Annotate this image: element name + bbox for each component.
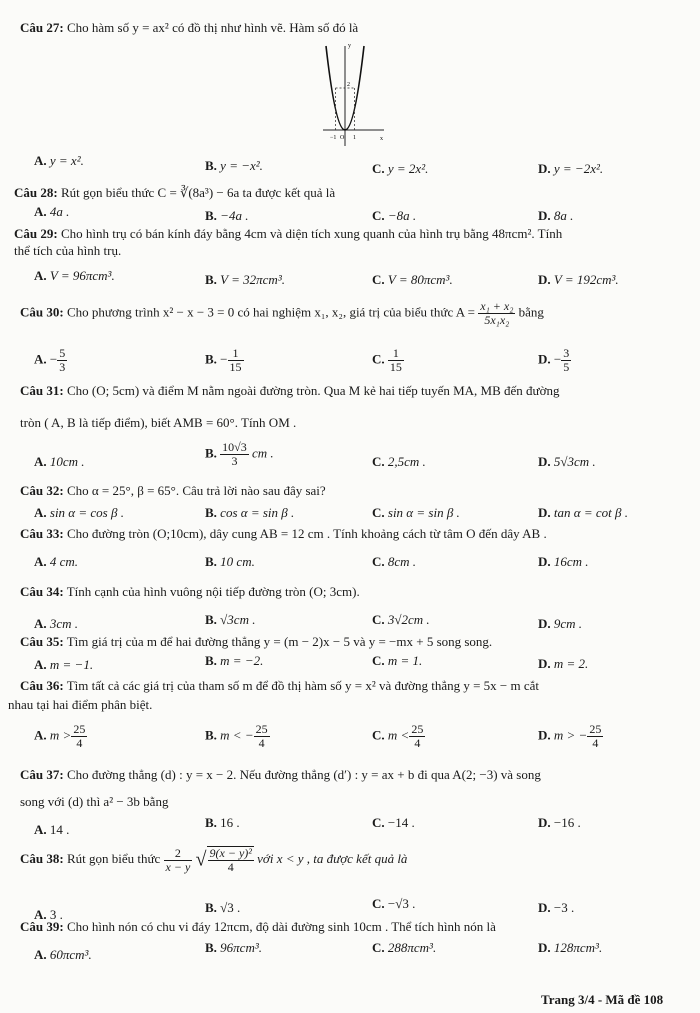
option-d: D. m > − $\frac{25}{4}$ [538, 722, 602, 751]
question-text-cont: nhau tại hai điểm phân biệt. [8, 697, 153, 712]
question-33: Câu 33: Cho đường tròn (O;10cm), dây cung AB = 12 cm . Tính khoảng cách từ tâm O đến dây AB . [20, 526, 547, 541]
option-d: D. 128πcm³. [538, 940, 603, 955]
option-d: D. − $\frac{3}{5}$ [538, 346, 570, 375]
question-28: Câu 28: Rút gọn biểu thức C = ∛(8a³) − 6a ta được kết quả là [14, 185, 336, 200]
parabola-graph [320, 42, 386, 152]
question-text: Tìm tất cả các giá trị của tham số m để đồ thị hàm số y = x² và đường thẳng y = 5x − m cắt [66, 678, 540, 693]
option-d: D. 9cm . [538, 616, 583, 631]
option-a: A. − $\frac{5}{3}$ [34, 346, 66, 375]
question-36: Câu 36: Tìm tất cả các giá trị của tham số m để đồ thị hàm số y = x² và đường thẳng y = 5x − m cắt [20, 678, 540, 693]
option-d: D. −16 . [538, 815, 581, 830]
option-c: C. V = 80πcm³. [372, 272, 453, 287]
question-text-cont: thể tích của hình trụ. [14, 243, 122, 258]
option-c: C. 8cm . [372, 554, 417, 569]
option-c: C. −√3 . [372, 896, 416, 911]
question-text-cont: song với (d) thì a² − 3b bằng [20, 794, 169, 809]
question-27 [20, 20, 358, 36]
question-text: Cho hàm số y = ax² có đồ thị như hình vẽ. Hàm số đó là [66, 20, 359, 35]
option-a: A. 3 . [34, 907, 63, 922]
option-b: B. − $\frac{1}{15}$ [205, 346, 242, 375]
option-b: B. −4a . [205, 208, 249, 223]
option-b: B. 10 cm. [205, 554, 255, 569]
x-axis-label: x [380, 136, 383, 142]
radical: $\frac{\text{9(x − y)²}}{4}$ [207, 846, 254, 874]
option-a: A. m = −1. [34, 657, 94, 672]
option-a: A. 60πcm³. [34, 947, 92, 962]
question-text: Cho α = 25°, β = 65°. Câu trả lời nào sau đây sai? [66, 483, 326, 498]
option-c: C. 3√2cm . [372, 612, 430, 627]
question-text-cont: tròn ( A, B là tiếp điểm), biết AMB = 60°. Tính OM . [20, 415, 297, 430]
question-39: Câu 39: Cho hình nón có chu vi đáy 12πcm, độ dài đường sinh 10cm . Thể tích hình nón là [20, 919, 496, 934]
option-d: D. V = 192cm³. [538, 272, 619, 287]
option-a: A. 14 . [34, 822, 70, 837]
option-b: B. y = −x². [205, 158, 263, 173]
tick-label: O [340, 135, 345, 141]
option-d: D. tan α = cot β . [538, 505, 628, 520]
question-text: Cho hình trụ có bán kính đáy bằng 4cm và diện tích xung quanh của hình trụ bằng 48πcm². Tính [60, 226, 563, 241]
question-34: Câu 34: Tính cạnh của hình vuông nội tiếp đường tròn (O; 3cm). [20, 584, 360, 599]
option-c: C. −8a . [372, 208, 417, 223]
option-d: D. y = −2x². [538, 161, 604, 176]
question-29: Câu 29: Cho hình trụ có bán kính đáy bằng 4cm và diện tích xung quanh của hình trụ bằng 48πcm². Tính [14, 226, 563, 241]
option-a: A. y = x². [34, 153, 84, 168]
option-b: B. $\frac{10√3}{3}$ cm . [205, 440, 274, 469]
option-a: A. 10cm . [34, 454, 85, 469]
option-d: D. −3 . [538, 900, 575, 915]
tick-label: 2 [347, 82, 350, 88]
question-text: Tìm giá trị của m để hai đường thẳng y = (m − 2)x − 5 và y = −mx + 5 song song. [66, 634, 493, 649]
question-38: Câu 38: Rút gọn biểu thức $\frac{2}{x - y}$ √ $\frac{\text{9(x − y)²}}{4}$ với x < y , ta được kết quả là [20, 845, 408, 875]
option-b: B. √3cm . [205, 612, 256, 627]
option-c: C. m < $\frac{25}{4}$ [372, 722, 424, 751]
fraction: $\frac{\text{x₁ + x₂}}{\text{5x₁x₂}}$ [480, 299, 514, 328]
option-a: A. V = 96πcm³. [34, 268, 115, 283]
option-c: C. y = 2x². [372, 161, 429, 176]
option-c: C. sin α = sin β . [372, 505, 460, 520]
option-b: B. m < − $\frac{25}{4}$ [205, 722, 268, 751]
option-d: D. 8a . [538, 208, 574, 223]
question-text: Cho hình nón có chu vi đáy 12πcm, độ dài đường sinh 10cm . Thể tích hình nón là [66, 919, 496, 934]
option-b: B. √3 . [205, 900, 241, 915]
question-text: Rút gọn biểu thức C = ∛(8a³) − 6a ta được kết quả là [60, 185, 336, 200]
y-axis-label: y [348, 43, 351, 49]
page-footer: Trang 3/4 - Mã đề 108 [541, 992, 664, 1007]
option-d: D. 5√3cm . [538, 454, 596, 469]
option-a: A. 4a . [34, 204, 70, 219]
option-d: D. 16cm . [538, 554, 589, 569]
option-a: A. 3cm . [34, 616, 79, 631]
option-d: D. m = 2. [538, 656, 589, 671]
option-c: C. 288πcm³. [372, 940, 437, 955]
tick-label: −1 [330, 135, 337, 141]
option-a: A. 4 cm. [34, 554, 79, 569]
question-37: Câu 37: Cho đường thẳng (d) : y = x − 2. Nếu đường thẳng (d′) : y = ax + b đi qua A(2; −3) và song [20, 767, 541, 782]
option-b: B. cos α = sin β . [205, 505, 295, 520]
option-b: B. m = −2. [205, 653, 264, 668]
option-b: B. V = 32πcm³. [205, 272, 285, 287]
question-text: Cho (O; 5cm) và điểm M nằm ngoài đường tròn. Qua M kẻ hai tiếp tuyến MA, MB đến đường [66, 383, 560, 398]
question-31: Câu 31: Cho (O; 5cm) và điểm M nằm ngoài đường tròn. Qua M kẻ hai tiếp tuyến MA, MB đến đường [20, 383, 560, 398]
question-32: Câu 32: Cho α = 25°, β = 65°. Câu trả lời nào sau đây sai? [20, 483, 326, 498]
fraction: $\frac{2}{x - y}$ [165, 845, 191, 874]
tick-label: 1 [353, 135, 356, 141]
question-text: Tính cạnh của hình vuông nội tiếp đường tròn (O; 3cm). [66, 584, 360, 599]
option-c: C. $\frac{1}{15}$ [372, 346, 402, 375]
option-b: B. 16 . [205, 815, 240, 830]
question-35: Câu 35: Tìm giá trị của m để hai đường thẳng y = (m − 2)x − 5 và y = −mx + 5 song song. [20, 634, 493, 649]
option-b: B. 96πcm³. [205, 940, 262, 955]
question-text: Rút gọn biểu thức [66, 851, 161, 867]
option-a: A. sin α = cos β . [34, 505, 124, 520]
option-c: C. −14 . [372, 815, 415, 830]
option-c: C. m = 1. [372, 653, 423, 668]
question-label: Câu 27: [20, 20, 64, 35]
option-a: A. m > $\frac{25}{4}$ [34, 722, 86, 751]
question-text: Cho đường thẳng (d) : y = x − 2. Nếu đường thẳng (d′) : y = ax + b đi qua A(2; −3) và song [66, 767, 541, 782]
option-c: C. 2,5cm . [372, 454, 426, 469]
question-text: Cho phương trình x² − x − 3 = 0 có hai nghiệm x₁, x₂, giá trị của biểu thức A = [66, 304, 476, 320]
question-30: Câu 30: Cho phương trình x² − x − 3 = 0 có hai nghiệm x₁, x₂, giá trị của biểu thức A = $\frac{\text{x₁ + x₂}}{\text{5x₁x₂}}$ bằng [20, 299, 544, 328]
question-text: Cho đường tròn (O;10cm), dây cung AB = 12 cm . Tính khoảng cách từ tâm O đến dây AB . [66, 526, 547, 541]
